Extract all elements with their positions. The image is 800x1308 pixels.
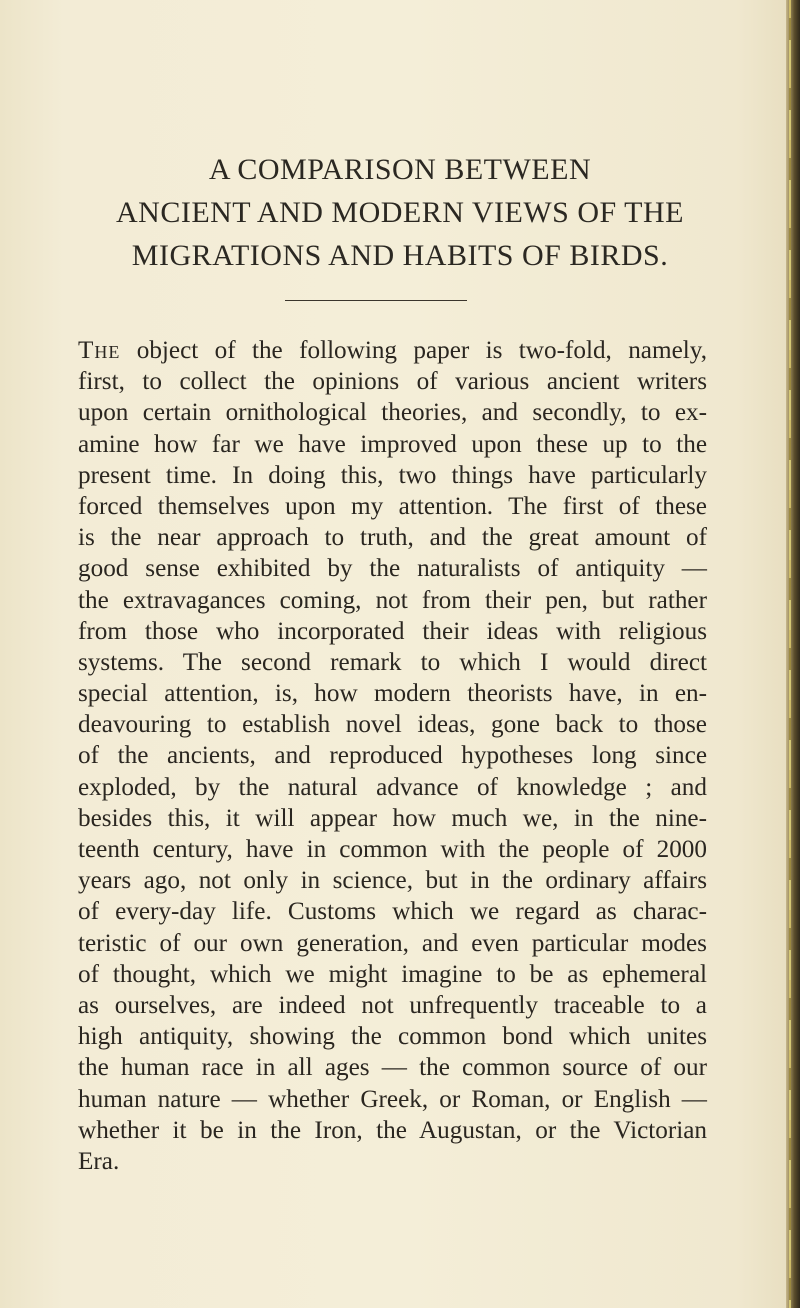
book-binding-edge [786,0,800,1308]
body-line: good sense exhibited by the naturalists of antiquity — [78,555,707,583]
body-line: of the ancients, and reproduced hypotheses long since [78,742,707,770]
body-line: teenth century, have in common with the people of 2000 [78,836,707,863]
body-line: years ago, not only in science, but in the ordinary affairs [78,867,707,895]
body-line [78,335,707,366]
body-line: human nature — whether Greek, or Roman, or English — [78,1085,707,1113]
body-line: exploded, by the natural advance of knowledge ; and [78,773,707,801]
lead-word: The [78,337,121,364]
body-line: forced themselves upon my attention. The first of these [78,492,707,520]
title-line-3: MIGRATIONS AND HABITS OF BIRDS. [131,239,669,272]
title-divider [285,300,467,301]
body-line: amine how far we have improved upon these up to the [78,430,707,458]
chapter-title [60,148,740,277]
body-line: whether it be in the Iron, the Augustan, or the Victorian [78,1116,707,1144]
body-line: of thought, which we might imagine to be as ephemeral [78,960,707,988]
body-line: systems. The second remark to which I would direct [78,648,707,676]
body-line: present time. In doing this, two things have particularly [78,461,707,489]
body-line: high antiquity, showing the common bond which unites [78,1023,707,1051]
body-line-final: Era. [78,1147,120,1175]
body-paragraph [78,335,707,1177]
body-line: is the near approach to truth, and the great amount of [78,524,707,552]
body-line: first, to collect the opinions of various ancient writers [78,368,707,396]
title-line-1: A COMPARISON BETWEEN [208,153,592,186]
body-line: the human race in all ages — the common source of our [78,1054,707,1082]
body-line: special attention, is, how modern theorists have, in en- [78,680,707,708]
body-line: upon certain ornithological theories, and secondly, to ex- [78,399,707,427]
body-line: besides this, it will appear how much we, in the nine- [78,804,707,832]
body-line: the extravagances coming, not from their pen, but rather [78,586,707,614]
body-line: as ourselves, are indeed not unfrequently traceable to a [78,991,707,1019]
body-line: deavouring to establish novel ideas, gone back to those [78,711,707,739]
body-line: of every-day life. Customs which we regard as charac- [78,898,707,926]
body-line: teristic of our own generation, and even particular modes [78,929,707,957]
body-line-text: object of the following paper is two-fold, namely, [120,337,707,364]
body-line: from those who incorporated their ideas with religious [78,617,707,645]
title-line-2: ANCIENT AND MODERN VIEWS OF THE [115,196,684,229]
